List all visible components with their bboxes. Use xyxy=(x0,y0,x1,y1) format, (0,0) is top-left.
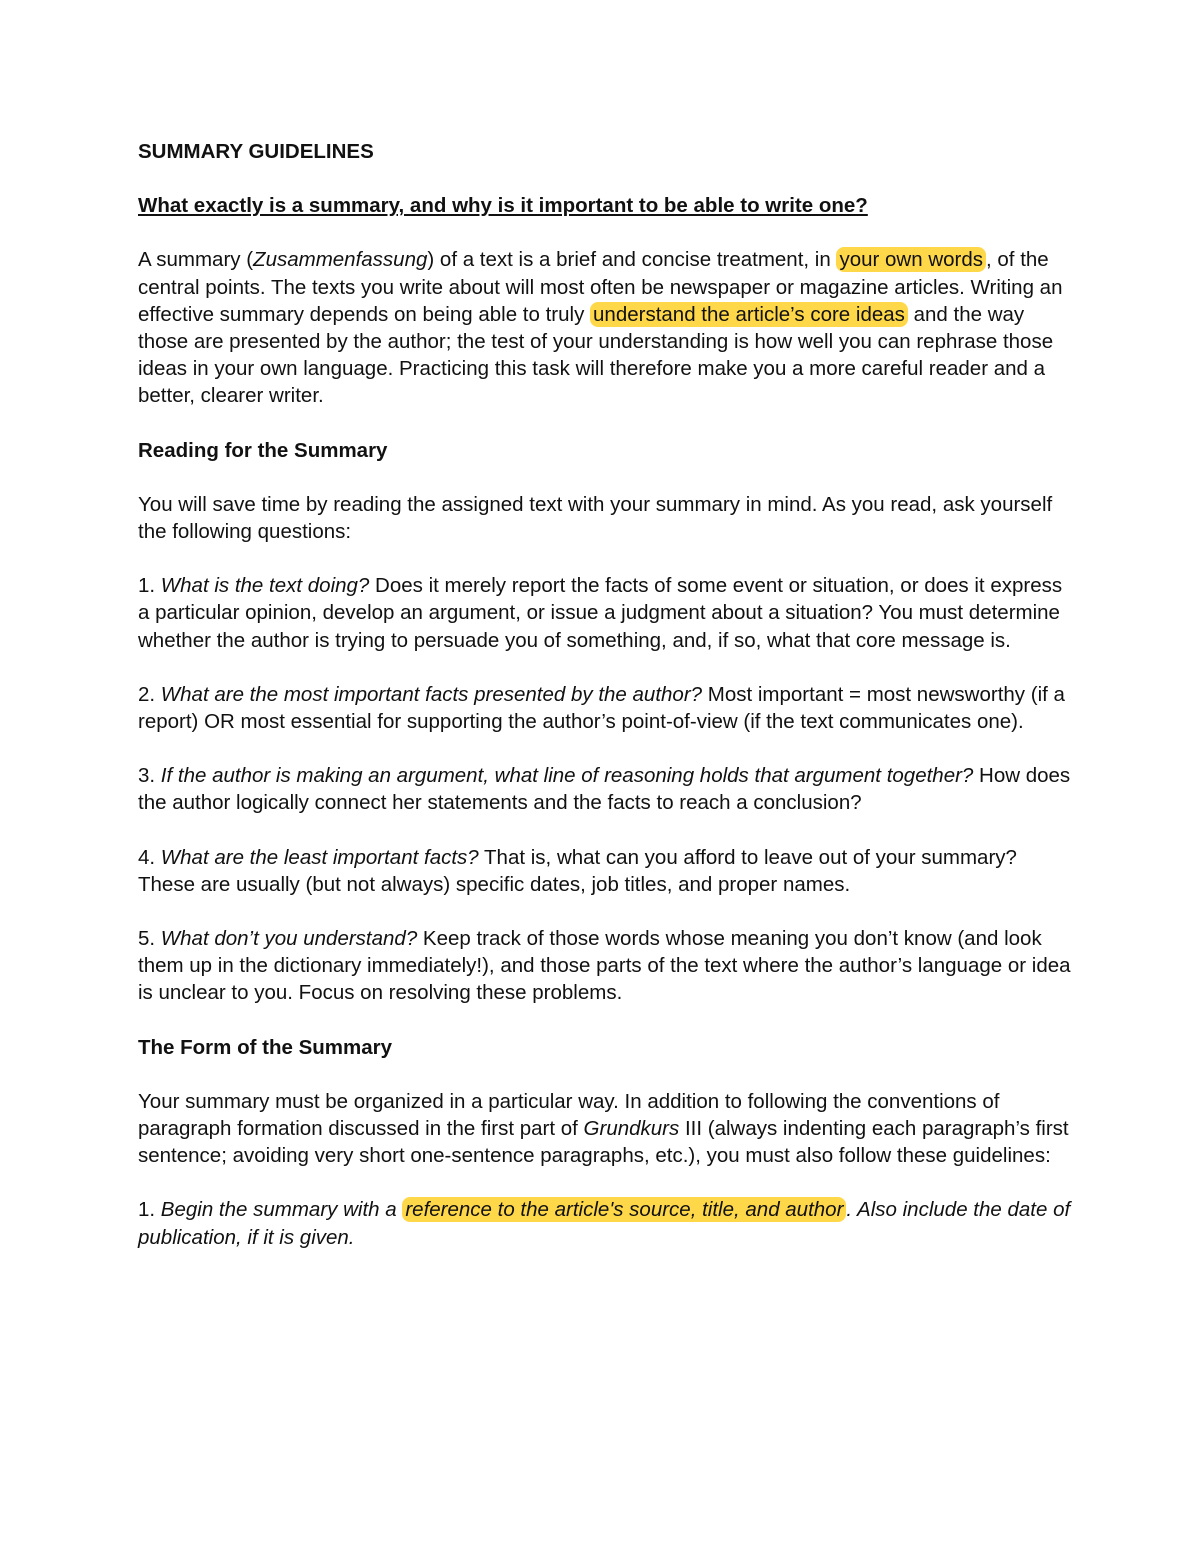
italic-term: Grundkurs xyxy=(583,1117,680,1141)
section-heading-reading: Reading for the Summary xyxy=(138,438,388,462)
item-text: Does it merely report the facts of some event or situation, or does it express a particular opinion, develop an argument, or issue a judgment about a situation? You must determine whether the author is trying to persuade you of something, and, if so, what that core message is. xyxy=(138,574,1063,652)
question-item-2 xyxy=(138,681,1073,735)
item-text: Most important = most newsworthy (if a report) OR most essential for supporting the author’s point-of-view (if the text communicates one). xyxy=(138,682,1065,734)
document-title: SUMMARY GUIDELINES xyxy=(138,140,374,163)
item-question: If the author is making an argument, what line of reasoning holds that argument together? xyxy=(160,764,974,788)
text-run: and the way those are presented by the author; the test of your understanding is how well you can rephrase those ideas in your own language. Practicing this task will therefore make you a more careful reader and a better, clearer writer. xyxy=(138,302,1054,408)
item-question: What are the least important facts? xyxy=(160,845,479,869)
highlight-your-own-words: your own words xyxy=(836,247,986,272)
paragraph-form-intro xyxy=(138,1088,1073,1170)
section-heading-what-is-summary: What exactly is a summary, and why is it important to be able to write one? xyxy=(138,194,868,218)
item-question: What is the text doing? xyxy=(160,574,370,598)
item-question: What are the most important facts presented by the author? xyxy=(160,682,703,706)
item-number: 1. xyxy=(138,1198,161,1222)
highlight-core-ideas: understand the article’s core ideas xyxy=(590,302,908,327)
guideline-item-1 xyxy=(138,1196,1073,1250)
text-run: A summary ( xyxy=(138,248,254,272)
item-text: That is, what can you afford to leave out of your summary? These are usually (but not always) specific dates, job titles, and proper names. xyxy=(138,845,1017,896)
question-item-1 xyxy=(138,572,1073,654)
text-run: , of the central points. The texts you write about will most often be newspaper or magazine articles. Writing an effective summary depends on being able to truly xyxy=(138,248,1063,326)
text-run: Begin the summary with a xyxy=(160,1198,403,1222)
item-number: 3. xyxy=(138,764,161,788)
item-number: 2. xyxy=(138,682,161,706)
section-heading-form: The Form of the Summary xyxy=(138,1035,393,1059)
question-item-5 xyxy=(138,925,1073,1007)
italic-term: Zusammenfassung xyxy=(253,248,428,272)
text-run: Your summary must be organized in a particular way. In addition to following the conventions of paragraph formation discussed in the first part of xyxy=(138,1089,1000,1141)
text-run: III (always indenting each paragraph’s first sentence; avoiding very short one-sentence paragraphs, etc.), you must also follow these guidelines: xyxy=(138,1117,1069,1168)
text-run: ) of a text is a brief and concise treatment, in xyxy=(427,248,837,272)
text-run: . Also include the date of publication, if it is given. xyxy=(138,1198,1071,1249)
question-item-4 xyxy=(138,844,1073,898)
item-text: Keep track of those words whose meaning you don’t know (and look them up in the dictionary immediately!), and those parts of the text where the author’s language or idea is unclear to you. Focus on resolving these problems. xyxy=(138,927,1071,1005)
document-page xyxy=(138,138,1073,1278)
paragraph-summary-definition xyxy=(138,246,1073,409)
item-number: 5. xyxy=(138,927,161,951)
highlight-source-title-author: reference to the article's source, title, and author xyxy=(402,1197,846,1222)
item-number: 1. xyxy=(138,574,161,598)
item-text: How does the author logically connect her statements and the facts to reach a conclusion? xyxy=(138,764,1071,815)
item-number: 4. xyxy=(138,845,161,869)
paragraph-reading-intro: You will save time by reading the assigned text with your summary in mind. As you read, ask yourself the following questions: xyxy=(138,492,1053,544)
question-item-3 xyxy=(138,762,1073,816)
item-question: What don’t you understand? xyxy=(160,927,418,951)
